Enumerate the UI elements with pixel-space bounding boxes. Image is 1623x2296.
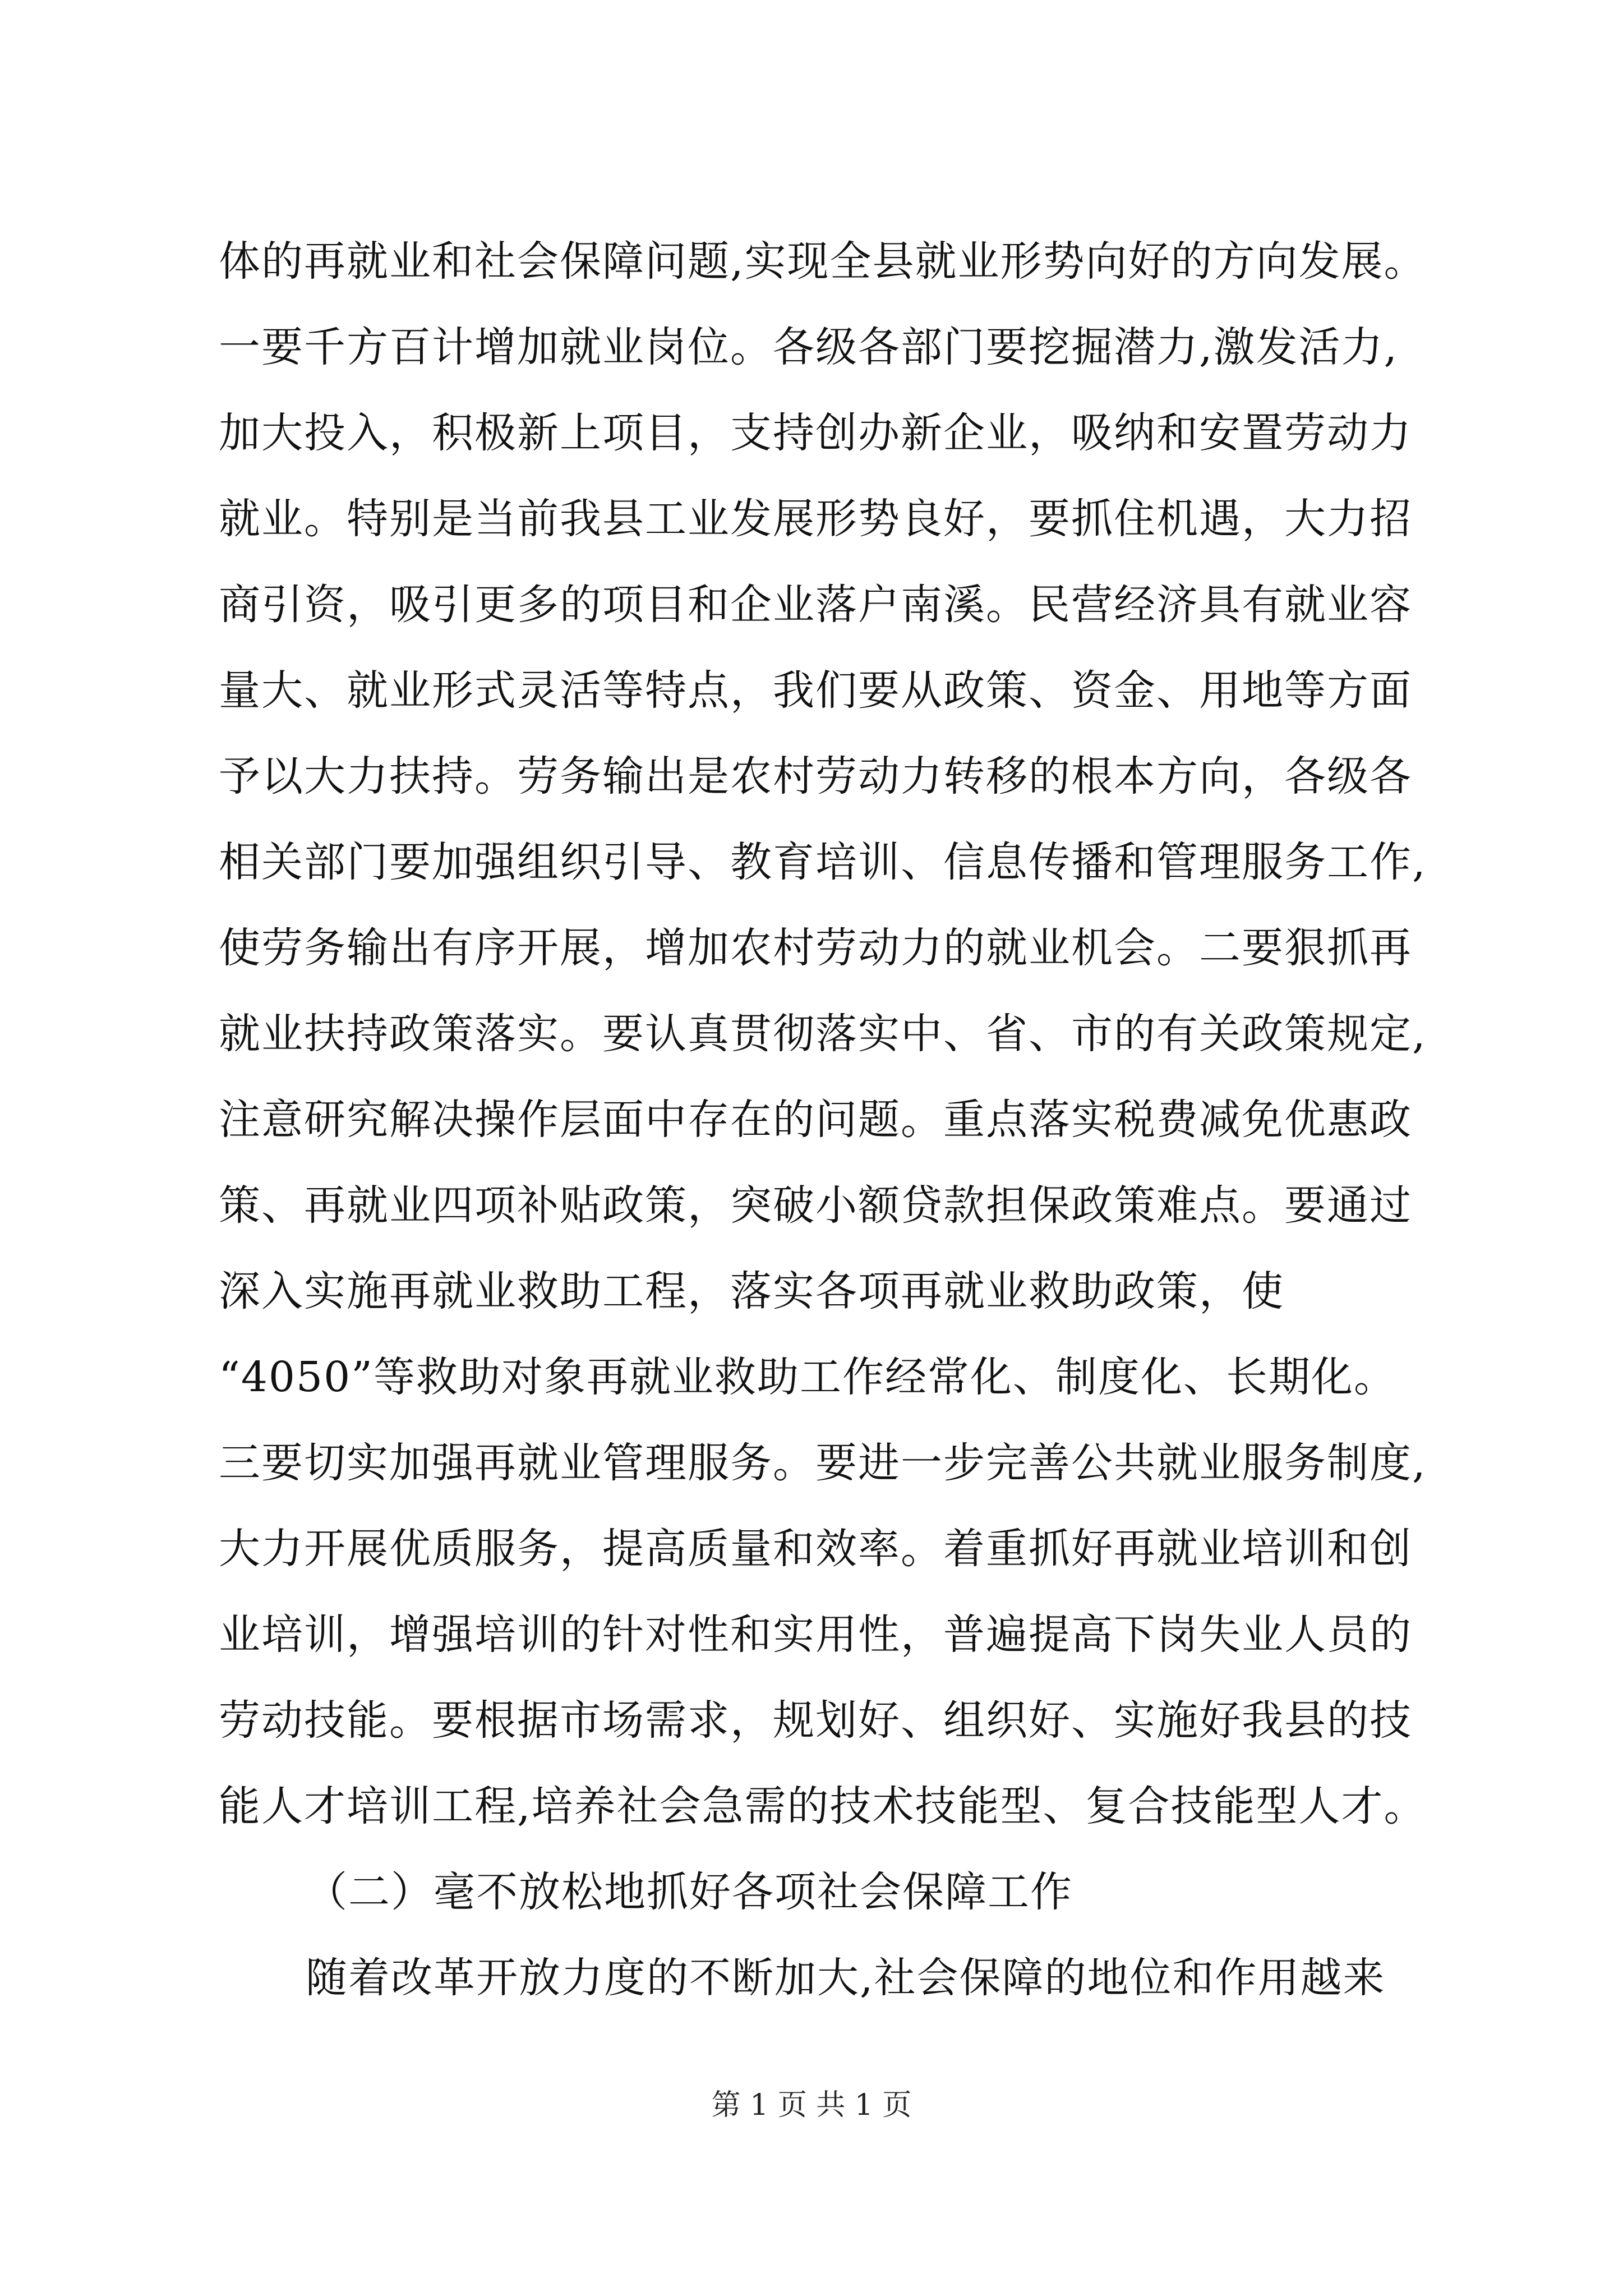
text-line: 使劳务输出有序开展，增加农村劳动力的就业机会。二要狠抓再 [219,924,1412,972]
text-line: 能人才培训工程,培养社会急需的技术技能型、复合技能型人才。 [219,1782,1427,1830]
text-line: 业培训，增强培训的针对性和实用性，普遍提高下岗失业人员的 [219,1611,1412,1659]
text-line: 就业扶持政策落实。要认真贯彻落实中、省、市的有关政策规定, [219,1010,1427,1058]
text-line: 商引资，吸引更多的项目和企业落户南溪。民营经济具有就业容 [219,581,1412,629]
text-line: “4050”等救助对象再就业救助工作经常化、制度化、长期化。 [219,1353,1396,1401]
text-line: 策、再就业四项补贴政策，突破小额贷款担保政策难点。要通过 [219,1181,1412,1230]
text-line: 注意研究解决操作层面中存在的问题。重点落实税费减免优惠政 [219,1096,1412,1144]
text-line: 三要切实加强再就业管理服务。要进一步完善公共就业服务制度, [219,1439,1427,1487]
text-line: 一要千方百计增加就业岗位。各级各部门要挖掘潜力,激发活力, [219,323,1399,371]
text-line: 随着改革开放力度的不断加大,社会保障的地位和作用越来 [306,1954,1386,2002]
text-line: 体的再就业和社会保障问题,实现全县就业形势向好的方向发展。 [219,237,1427,286]
text-line: 大力开展优质服务，提高质量和效率。着重抓好再就业培训和创 [219,1525,1412,1573]
text-line: 相关部门要加强组织引导、教育培训、信息传播和管理服务工作, [219,838,1427,886]
page-footer: 第 1 页 共 1 页 [711,2088,912,2122]
text-line: 深入实施再就业救助工程，落实各项再就业救助政策，使 [219,1267,1284,1315]
text-line: 加大投入，积极新上项目，支持创办新企业，吸纳和安置劳动力 [219,409,1412,457]
text-line: 劳动技能。要根据市场需求，规划好、组织好、实施好我县的技 [219,1696,1412,1745]
text-line: 量大、就业形式灵活等特点，我们要从政策、资金、用地等方面 [219,666,1412,715]
section-heading: （二）毫不放松地抓好各项社会保障工作 [306,1868,1073,1916]
text-line: 就业。特别是当前我县工业发展形势良好，要抓住机遇，大力招 [219,495,1412,543]
text-line: 予以大力扶持。劳务输出是农村劳动力转移的根本方向，各级各 [219,752,1412,800]
